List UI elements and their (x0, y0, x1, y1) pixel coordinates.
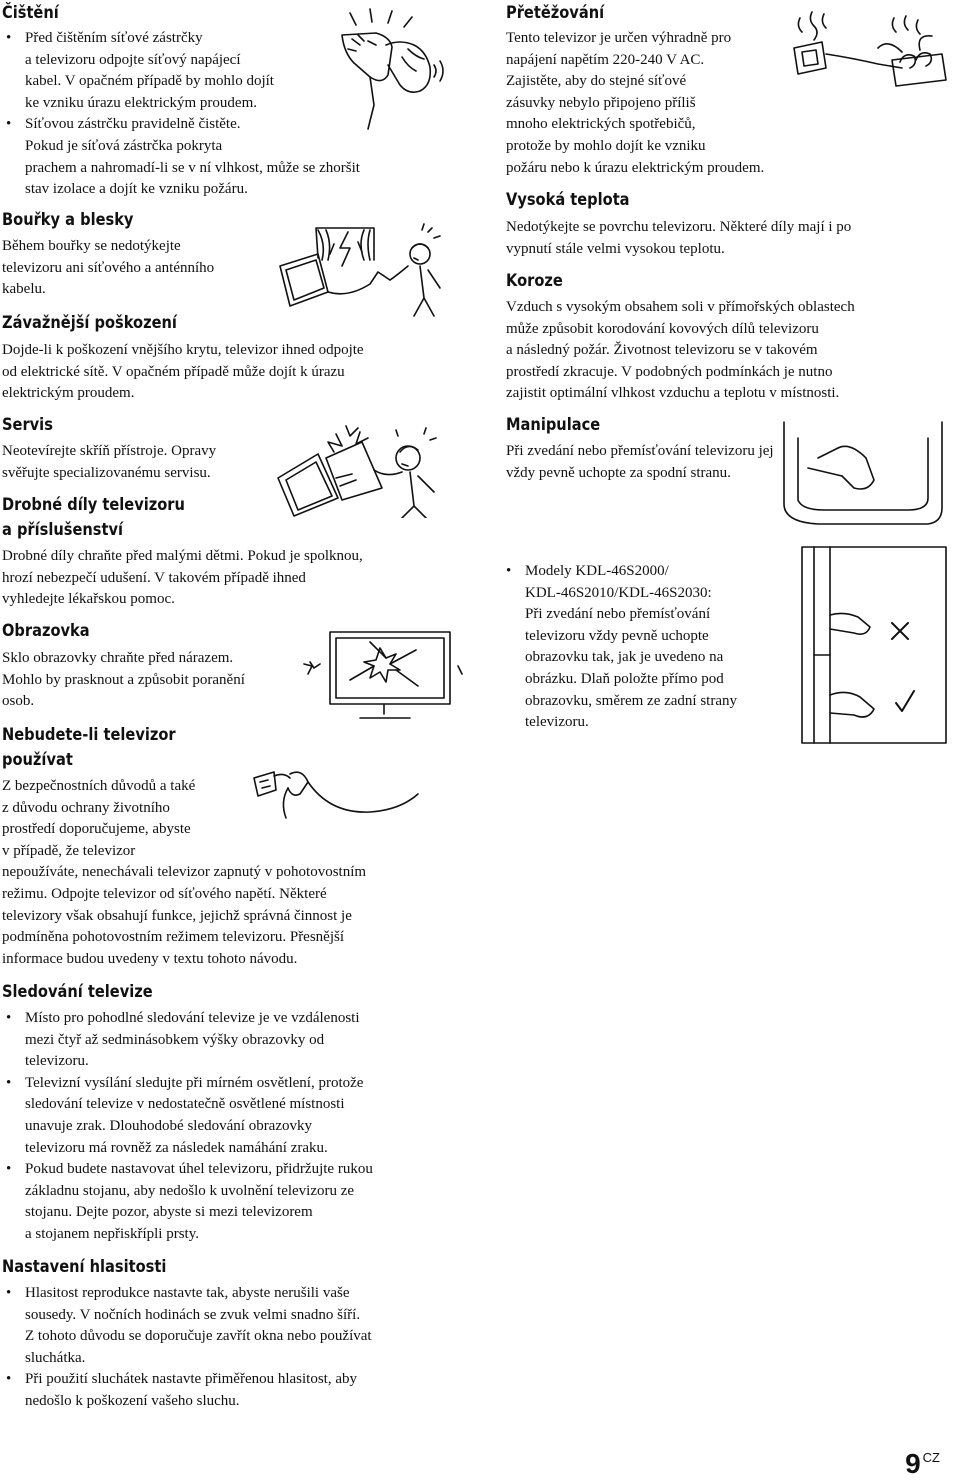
text-line: může způsobit korodování kovových dílů televizoru (506, 320, 819, 337)
text-line: Zajistěte, aby do stejné síťové (506, 73, 687, 90)
page-number-value: 9 (905, 1448, 921, 1479)
drobne-text (2, 546, 363, 611)
text-line: protože by mohlo dojít ke vzniku (506, 137, 706, 154)
text-line: televizoru má rovněž za následek namáhání zraku. (25, 1139, 328, 1156)
heading-nebudete-2: používat (2, 750, 73, 770)
heading-manipulace: Manipulace (506, 415, 601, 435)
koroze-text (506, 297, 855, 405)
manipulace-text (506, 441, 774, 484)
obrazovka-text (2, 648, 245, 713)
text-line: napájení napětím 220-240 V AC. (506, 51, 705, 68)
text-line: • Před čištěním síťové zástrčky (25, 30, 203, 46)
text-line: televizory však obsahují funkce, jejichž správná činnost je (2, 907, 352, 924)
text-line: kabel. V opačném případě by mohlo dojít (25, 73, 274, 90)
text-line: unavuje zrak. Dlouhodobé sledování obrazovky (25, 1117, 312, 1134)
text-line: obrazovku tak, jak je uvedeno na (525, 649, 724, 666)
screen-impact-illustration (300, 622, 466, 727)
list-item (5, 1369, 455, 1412)
text-line: • Televizní vysílání sledujte při mírném osvětlení, protože (25, 1074, 364, 1091)
text-line: televizoru. (25, 1053, 89, 1070)
text-line: Dojde-li k poškození vnějšího krytu, televizor ihned odpojte (2, 342, 364, 358)
text-line: kabelu. (2, 281, 46, 298)
plug-cleaning-illustration (330, 5, 450, 130)
text-line: televizoru. (525, 714, 589, 731)
tv-handling-illustration (778, 418, 946, 528)
list-item (5, 1159, 455, 1245)
text-line: Během bouřky se nedotýkejte (2, 238, 181, 254)
text-line: Při zvedání nebo přemísťování (525, 606, 711, 623)
text-line: televizoru vždy pevně uchopte (525, 627, 709, 644)
page-lang: CZ (922, 1450, 940, 1465)
overload-illustration (782, 8, 950, 98)
heading-sledovani: Sledování televize (2, 982, 153, 1002)
text-line: Z bezpečnostních důvodů a také (2, 778, 196, 794)
text-line: sousedy. V nočních hodinách se zvuk velmi snadno šíří. (25, 1306, 361, 1323)
text-line: • Síťovou zástrčku pravidelně čistěte. (25, 116, 241, 133)
servis-text (2, 441, 216, 484)
text-line: základnu stojanu, aby nedošlo k uvolnění televizoru ze (25, 1182, 355, 1199)
text-line: prostředí zkracuje. V podobných podmínkách je nutno (506, 363, 833, 380)
heading-hlasitost: Nastavení hlasitosti (2, 1257, 167, 1277)
text-line: z důvodu ochrany životního (2, 799, 170, 816)
text-line: obrázku. Dlaň položte přímo pod (525, 670, 724, 687)
text-line: Nedotýkejte se povrchu televizoru. Některé díly mají i po (506, 219, 852, 235)
text-line: • Pokud budete nastavovat úhel televizoru, přidržujte rukou (25, 1161, 373, 1178)
text-line: zajistit optimální vlhkost vzduchu a teplotu v místnosti. (506, 385, 840, 402)
heading-bourky: Bouřky a blesky (2, 210, 134, 230)
text-line: vyhledejte lékařskou pomoc. (2, 591, 175, 608)
text-line: v případě, že televizor (2, 842, 136, 859)
text-line: informace budou uvedeny v textu tohoto návodu. (2, 950, 298, 967)
list-item (505, 561, 805, 734)
text-line: Z tohoto důvodu se doporučuje zavřít okna nebo používat (25, 1328, 372, 1345)
text-line: mnoho elektrických spotřebičů, (506, 116, 696, 133)
unplug-illustration (250, 754, 420, 834)
bourky-text (2, 236, 214, 301)
text-line: a televizoru odpojte síťový napájecí (25, 51, 241, 68)
lightning-storm-illustration (278, 218, 446, 318)
heading-cisteni: Čištění (2, 3, 59, 23)
text-line: Pokud je síťová zástrčka pokryta (25, 137, 223, 154)
heading-pretezovani: Přetěžování (506, 3, 605, 23)
heading-drobne-2: a příslušenství (2, 520, 124, 540)
heading-poskozeni: Závažnější poškození (2, 313, 177, 333)
text-line: Sklo obrazovky chraňte před nárazem. (2, 650, 234, 666)
text-line: • Místo pro pohodlné sledování televize je ve vzdálenosti (25, 1010, 360, 1026)
text-line: • Modely KDL-46S2000/ (525, 563, 669, 579)
service-opening-illustration (276, 418, 446, 518)
text-line: hrozí nebezpečí udušení. V takovém případě ihned (2, 569, 306, 586)
text-line: • Při použití sluchátek nastavte přiměřenou hlasitost, aby (25, 1371, 358, 1388)
text-line: podmíněna pohotovostním režimem televizoru. Přesnější (2, 929, 345, 946)
text-line: stav izolace a dojít ke vzniku požáru. (25, 181, 248, 198)
text-line: Tento televizor je určen výhradně pro (506, 30, 732, 46)
text-line: televizoru ani síťového a anténního (2, 259, 215, 276)
text-line: Drobné díly chraňte před malými dětmi. Pokud je spolknou, (2, 548, 363, 564)
text-line: prachem a nahromadí-li se v ní vlhkost, může se zhoršit (25, 159, 360, 176)
text-line: sluchátka. (25, 1349, 86, 1366)
heading-nebudete-1: Nebudete-li televizor (2, 725, 176, 745)
text-line: režimu. Odpojte televizor od síťového napětí. Některé (2, 885, 327, 902)
text-line: Neotevírejte skříň přístroje. Opravy (2, 443, 217, 459)
text-line: vždy pevně uchopte za spodní stranu. (506, 464, 731, 481)
list-item (5, 1283, 455, 1369)
text-line: ke vzniku úrazu elektrickým proudem. (25, 94, 258, 111)
tv-grasp-illustration (800, 545, 950, 745)
text-line: stojanu. Dejte pozor, abyste si mezi televizorem (25, 1204, 313, 1221)
text-line: prostředí doporučujeme, abyste (2, 821, 191, 838)
text-line: a stojanem nepřiskřípli prsty. (25, 1225, 199, 1242)
heading-servis: Servis (2, 415, 53, 435)
heading-drobne-1: Drobné díly televizoru (2, 495, 185, 515)
heading-teplota: Vysoká teplota (506, 190, 630, 210)
text-line: požáru nebo k úrazu elektrickým proudem. (506, 159, 765, 176)
pretezovani-text (506, 28, 764, 179)
list-item (5, 1008, 455, 1073)
text-line: nedošlo k poškození vašeho sluchu. (25, 1392, 240, 1409)
manipulace-list (505, 561, 805, 734)
text-line: Při zvedání nebo přemísťování televizoru jej (506, 443, 774, 459)
heading-obrazovka: Obrazovka (2, 621, 90, 641)
text-line: nepoužíváte, nenechávali televizor zapnutý v pohotovostním (2, 864, 367, 881)
text-line: svěřujte specializovanému servisu. (2, 464, 211, 481)
page-number (905, 1448, 940, 1480)
text-line: • Hlasitost reprodukce nastavte tak, abyste nerušili vaše (25, 1285, 350, 1301)
list-item (5, 1073, 455, 1159)
text-line: zásuvky nebylo připojeno příliš (506, 94, 696, 111)
heading-koroze: Koroze (506, 271, 563, 291)
sledovani-list (5, 1008, 455, 1246)
text-line: mezi čtyř až sedminásobkem výšky obrazovky od (25, 1031, 325, 1048)
poskozeni-text (2, 340, 364, 405)
teplota-text (506, 217, 851, 260)
hlasitost-list (5, 1283, 455, 1413)
text-line: vypnutí stále velmi vysokou teplotu. (506, 240, 725, 257)
text-line: a následný požár. Životnost televizoru se v takovém (506, 342, 818, 359)
text-line: elektrickým proudem. (2, 385, 135, 402)
text-line: obrazovku, směrem ze zadní strany (525, 692, 737, 709)
text-line: osob. (2, 693, 35, 710)
text-line: Mohlo by prasknout a způsobit poranění (2, 671, 245, 688)
text-line: od elektrické sítě. V opačném případě může dojít k úrazu (2, 363, 345, 380)
text-line: Vzduch s vysokým obsahem soli v přímořských oblastech (506, 299, 855, 315)
text-line: KDL-46S2010/KDL-46S2030: (525, 584, 712, 601)
text-line: sledování televize v nedostatečně osvětlené místnosti (25, 1096, 345, 1113)
